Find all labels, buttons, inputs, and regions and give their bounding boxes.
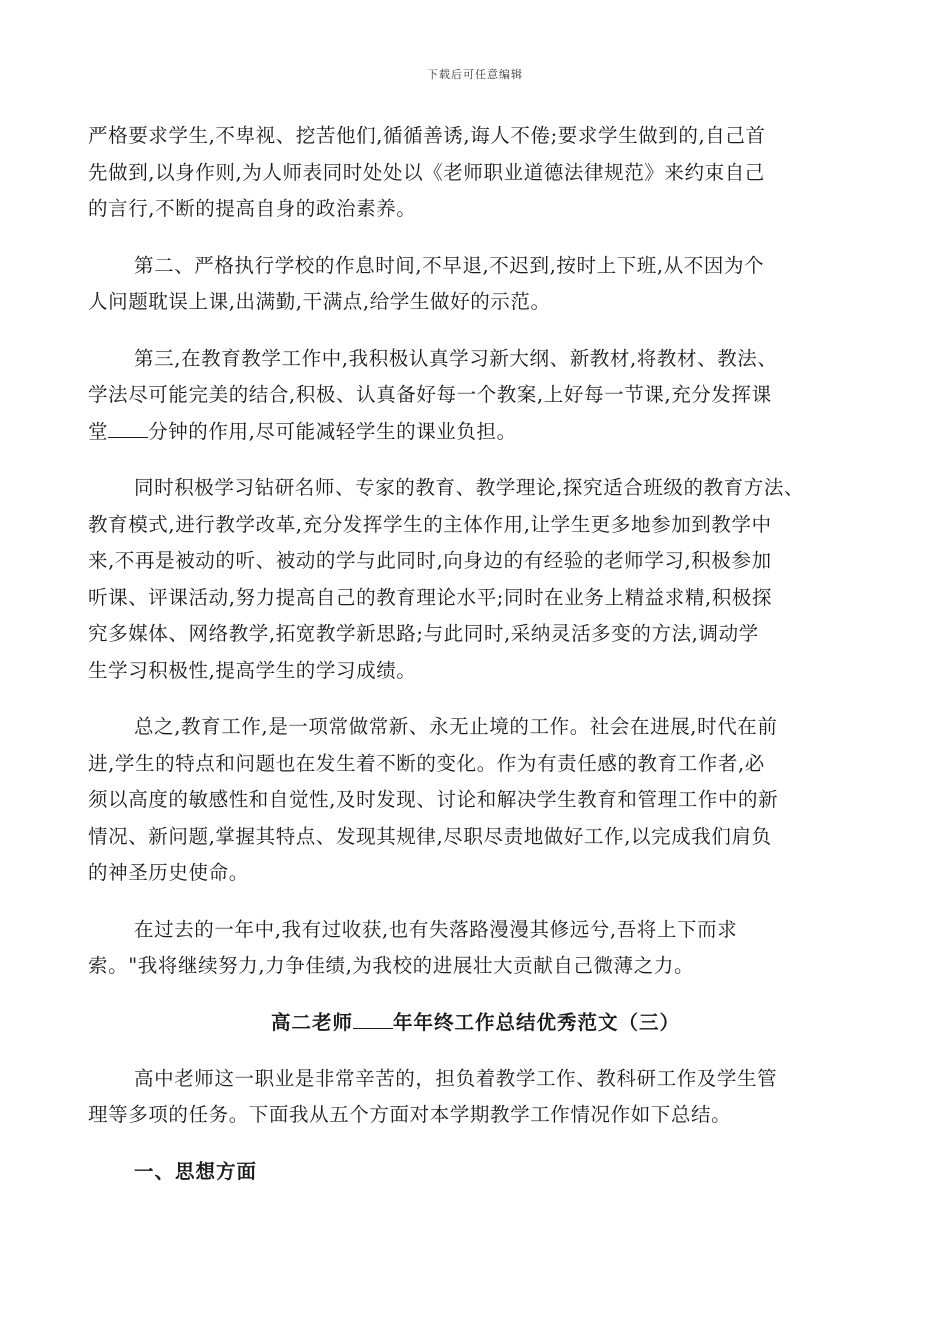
- text-line: 生学习积极性,提高学生的学习成绩。: [88, 658, 417, 682]
- paragraph-1: [88, 118, 863, 228]
- text-line: 的言行,不断的提高自身的政治素养。: [88, 197, 417, 220]
- fill-blank: [108, 417, 148, 438]
- page-header: 下载后可任意编辑: [427, 68, 523, 81]
- text-line: 听课、评课活动,努力提高自己的教育理论水平;同时在业务上精益求精,积极探: [88, 585, 773, 609]
- text-line: 人问题耽误上课,出满勤,干满点,给学生做好的示范。: [88, 290, 551, 313]
- text-line: 教育模式,进行教学改革,充分发挥学生的主体作用,让学生更多地参加到教学中: [88, 512, 772, 536]
- text-line: 究多媒体、网络教学,拓宽教学新思路;与此同时,采纳灵活多变的方法,调动学: [88, 622, 759, 645]
- text-line: 的神圣历史使命。: [88, 861, 249, 884]
- text-line: 情况、新问题,掌握其特点、发现其规律,尽职尽责地做好工作,以完成我们肩负: [88, 824, 772, 848]
- section-title: [88, 1005, 863, 1041]
- fill-blank: [353, 1008, 393, 1029]
- text-line: 来,不再是被动的听、被动的学与此同时,向身边的有经验的老师学习,积极参加: [88, 549, 772, 572]
- paragraph-5: [88, 709, 863, 892]
- text-fragment: 堂: [88, 419, 109, 443]
- text-line: 先做到,以身作则,为人师表同时处处以《老师职业道德法律规范》来约束自己: [88, 160, 765, 184]
- text-line: 进,学生的特点和问题也在发生着不断的变化。作为有责任感的教育工作者,必: [88, 751, 765, 775]
- paragraph-6: [88, 912, 863, 985]
- title-fragment: 年年终工作总结优秀范文（三）: [393, 1010, 681, 1034]
- text-line: 学法尽可能完美的结合,积极、认真备好每一个教案,上好每一节课,充分发挥课: [88, 383, 772, 406]
- subsection-title: 一、思想方面: [134, 1159, 258, 1183]
- text-line: 索。"我将继续努力,力争佳绩,为我校的进展壮大贡献自己微薄之力。: [88, 954, 695, 977]
- title-fragment: 高二老师: [270, 1010, 353, 1034]
- intro-paragraph: [88, 1061, 863, 1134]
- text-line: 同时积极学习钻研名师、专家的教育、教学理论,探究适合班级的教育方法、: [134, 476, 805, 499]
- paragraph-2: [88, 248, 863, 321]
- text-fragment: 分钟的作用,尽可能减轻学生的课业负担。: [148, 419, 517, 443]
- text-line: 高中老师这一职业是非常辛苦的，担负着教学工作、教科研工作及学生管: [134, 1066, 778, 1090]
- text-line-with-blank: [88, 414, 863, 451]
- text-line: 第二、严格执行学校的作息时间,不早退,不迟到,按时上下班,从不因为个: [134, 253, 765, 277]
- paragraph-3: [88, 341, 863, 451]
- paragraph-4: [88, 470, 863, 689]
- text-line: 总之,教育工作,是一项常做常新、永无止境的工作。社会在进展,时代在前: [134, 715, 778, 738]
- text-line: 须以高度的敏感性和自觉性,及时发现、讨论和解决学生教育和管理工作中的新: [88, 788, 779, 811]
- text-line: 严格要求学生,不卑视、挖苦他们,循循善诱,诲人不倦;要求学生做到的,自己首: [88, 124, 766, 147]
- text-line: 理等多项的任务。下面我从五个方面对本学期教学工作情况作如下总结。: [88, 1103, 732, 1126]
- text-line: 在过去的一年中,我有过收获,也有失落路漫漫其修远兮,吾将上下而求: [134, 917, 738, 941]
- text-line: 第三,在教育教学工作中,我积极认真学习新大纲、新教材,将教材、教法、: [134, 346, 778, 370]
- document-body: [88, 118, 863, 1190]
